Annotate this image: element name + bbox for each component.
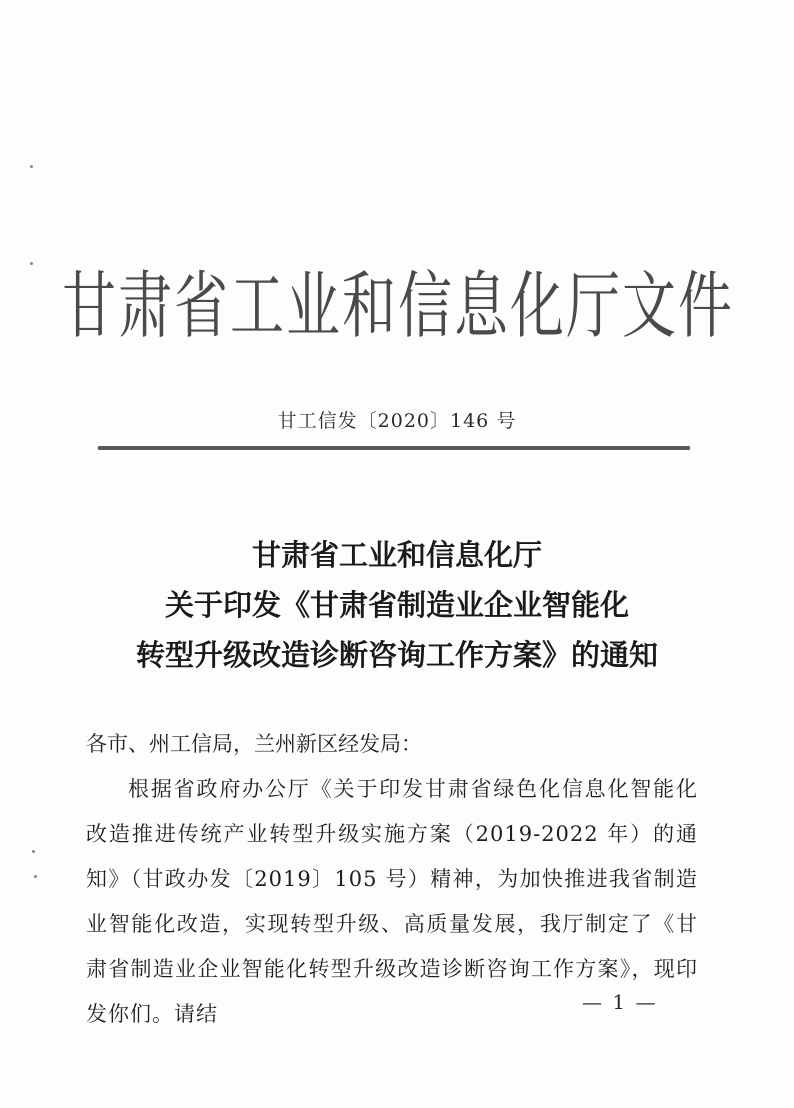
header-divider [98,446,690,450]
title-line-2: 关于印发《甘肃省制造业企业智能化 [164,588,629,622]
title-line-1: 甘肃省工业和信息化厅 [251,538,542,572]
scan-speck [30,262,33,265]
scan-speck [32,850,35,853]
document-number: 甘工信发〔2020〕146 号 [277,410,517,432]
title-line-3: 转型升级改造诊断咨询工作方案》的通知 [135,638,658,672]
page-number: — 1 — [582,990,658,1014]
scan-speck [34,875,37,878]
document-title [0,530,794,680]
scan-speck [30,165,33,168]
salutation: 各市、州工信局，兰州新区经发局： [86,732,422,756]
issuer-header [62,245,734,355]
issuer-header-text: 甘肃省工业和信息化厅文件 [62,262,734,348]
body-paragraph: 根据省政府办公厅《关于印发甘肃省绿色化信息化智能化改造推进传统产业转型升级实施方案（2019-2022 年）的通知》（甘政办发〔2019〕105 号）精神，为加快推进我省制造业智能化改造，实现转型升级、高质量发展，我厅制定了《甘肃省制造业企业智能化转型升级改造诊断咨询工作方案》，现印发你们。请结 [86,777,698,1026]
